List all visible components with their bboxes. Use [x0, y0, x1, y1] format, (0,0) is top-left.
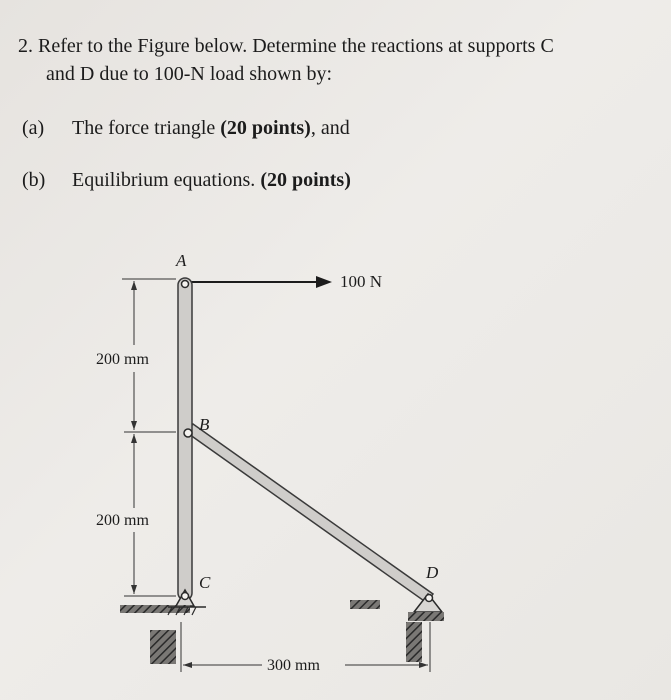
- part-a-points: (20 points): [220, 117, 311, 139]
- load-label: 100 N: [340, 272, 383, 291]
- part-b-points: (20 points): [260, 169, 351, 191]
- part-a-suffix: , and: [310, 117, 350, 139]
- pin-b: [184, 429, 192, 437]
- question-number: 2.: [18, 35, 33, 57]
- question-line-2: and D due to 100-N load shown by:: [46, 63, 333, 85]
- dimension-vertical: [122, 279, 176, 596]
- part-a-text: The force triangle: [72, 117, 221, 139]
- point-d-label: D: [426, 563, 439, 582]
- dim-horizontal-label: 300 mm: [267, 657, 320, 674]
- point-c-label: C: [199, 573, 211, 592]
- part-b-label: (b): [22, 169, 46, 191]
- dim-lower-label: 200 mm: [96, 512, 149, 529]
- member-ac: [178, 278, 192, 600]
- point-b-label: B: [199, 415, 210, 434]
- load-arrow: [188, 276, 332, 288]
- part-b-text: Equilibrium equations.: [72, 169, 261, 191]
- point-a-label: A: [176, 251, 187, 270]
- dim-upper-label: 200 mm: [96, 351, 149, 368]
- pin-a: [182, 281, 189, 288]
- question-text-1: Refer to the Figure below. Determine the reactions at supports C: [38, 35, 554, 57]
- member-bd: [186, 424, 433, 603]
- part-a-label: (a): [22, 117, 45, 139]
- support-c: [120, 590, 206, 615]
